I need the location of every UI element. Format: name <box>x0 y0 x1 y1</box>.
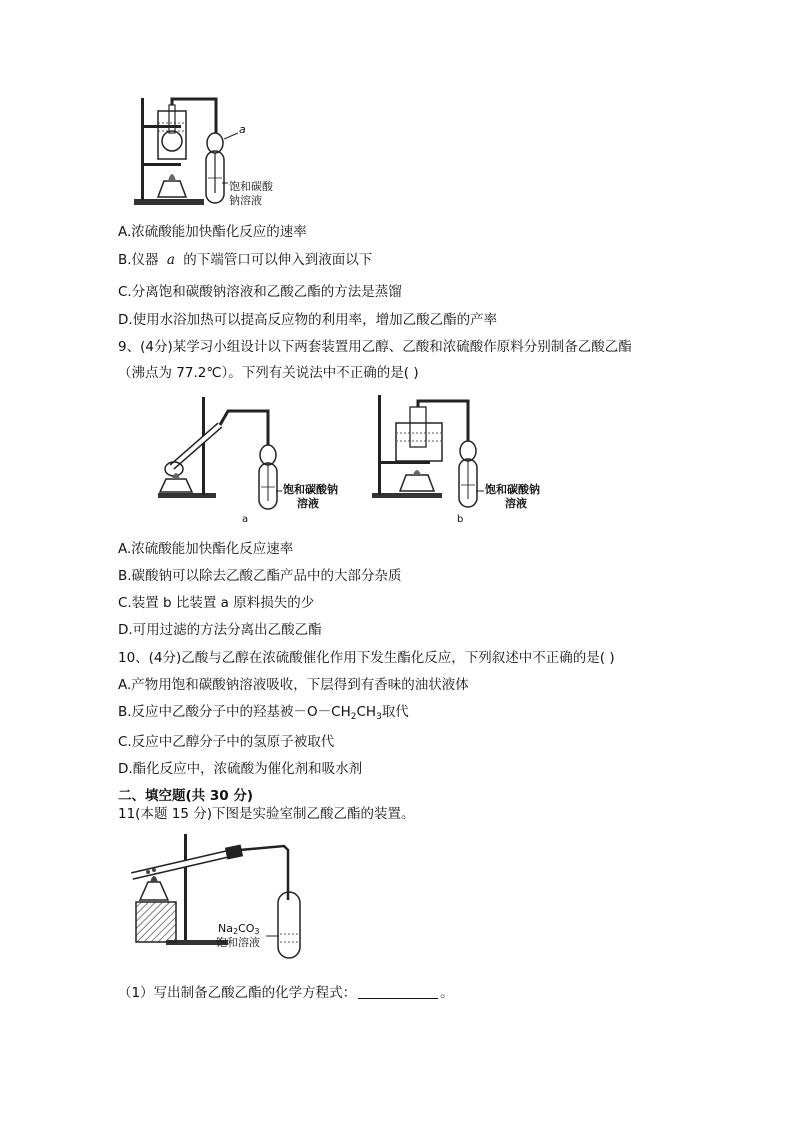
q11-solution-label: 饱和溶液 <box>216 936 260 949</box>
q10-option-c: C.反应中乙醇分子中的氢原子被取代 <box>118 734 335 750</box>
q11-stem: 11(本题 15 分)下图是实验室制乙酸乙酯的装置。 <box>118 806 415 822</box>
q8-label-a: a <box>239 123 246 136</box>
q11-sub1-end: 。 <box>440 985 454 1001</box>
q8-option-b-rest: 的下端管口可以伸入到液面以下 <box>183 252 373 268</box>
q10-option-b <box>118 703 409 726</box>
q10-option-a: A.产物用饱和碳酸钠溶液吸收，下层得到有香味的油状液体 <box>118 677 469 693</box>
q10-option-b-sub2: 3 <box>376 712 382 722</box>
q8-solution-label-2: 钠溶液 <box>229 194 262 207</box>
q9-option-c: C.装置 b 比装置 a 原料损失的少 <box>118 595 315 611</box>
q11-formula-sub1: 2 <box>232 927 239 936</box>
q11-formula-sub2: 3 <box>254 927 260 936</box>
q8-solution-label-1: 饱和碳酸 <box>229 180 273 193</box>
q9-option-b: B.碳酸钠可以除去乙酸乙酯产品中的大部分杂质 <box>118 568 402 584</box>
q10-stem: 10、(4分)乙酸与乙醇在浓硫酸催化作用下发生酯化反应，下列叙述中不正确的是( ) <box>118 650 615 666</box>
q9-apparatus-figure-b <box>368 393 568 525</box>
q9-option-d: D.可用过滤的方法分离出乙酸乙酯 <box>118 622 322 638</box>
q9a-solution-label-1: 饱和碳酸钠 <box>283 483 338 496</box>
q8-option-b-italic: a <box>166 252 175 268</box>
q10-option-d: D.酯化反应中，浓硫酸为催化剂和吸水剂 <box>118 761 363 777</box>
q8-option-a: A.浓硫酸能加快酯化反应的速率 <box>118 224 307 240</box>
q8-option-b-prefix: B.仪器 <box>118 252 159 268</box>
q10-option-b-text: B.反应中乙酸分子中的羟基被－O－CH <box>118 704 351 720</box>
q9b-solution-label-2: 溶液 <box>505 497 527 510</box>
q9-stem-line1: 9、(4分)某学习小组设计以下两套装置用乙醇、乙酸和浓硫酸作原料分别制备乙酸乙酯 <box>118 339 632 355</box>
q9-apparatus-figure-a <box>150 395 400 525</box>
q9a-caption: a <box>242 514 249 525</box>
q9b-caption: b <box>457 514 464 525</box>
q11-sub1 <box>118 984 454 1002</box>
q11-sub1-text: （1）写出制备乙酸乙酯的化学方程式： <box>118 985 357 1001</box>
q9-option-a: A.浓硫酸能加快酯化反应速率 <box>118 541 294 557</box>
q11-formula-label <box>218 922 260 936</box>
q8-option-c: C.分离饱和碳酸钠溶液和乙酸乙酯的方法是蒸馏 <box>118 284 402 300</box>
q8-apparatus-figure <box>128 93 298 213</box>
q10-option-b-mid: CH <box>356 704 377 720</box>
q9b-solution-label-1: 饱和碳酸钠 <box>485 483 540 496</box>
section2-title: 二、填空题(共 30 分) <box>118 788 254 804</box>
q11-apparatus-figure <box>126 832 326 962</box>
q9a-solution-label-2: 溶液 <box>297 497 319 510</box>
q8-option-b <box>118 251 372 269</box>
q9-stem-line2: （沸点为 77.2℃）。下列有关说法中不正确的是( ) <box>118 365 419 381</box>
q8-option-d: D.使用水浴加热可以提高反应物的利用率，增加乙酸乙酯的产率 <box>118 312 498 328</box>
answer-blank[interactable] <box>358 986 438 999</box>
q11-formula-co: CO <box>238 922 255 935</box>
q10-option-b-sub1: 2 <box>350 712 357 722</box>
q10-option-b-end: 取代 <box>381 704 409 720</box>
q11-formula-na: Na <box>218 922 233 935</box>
